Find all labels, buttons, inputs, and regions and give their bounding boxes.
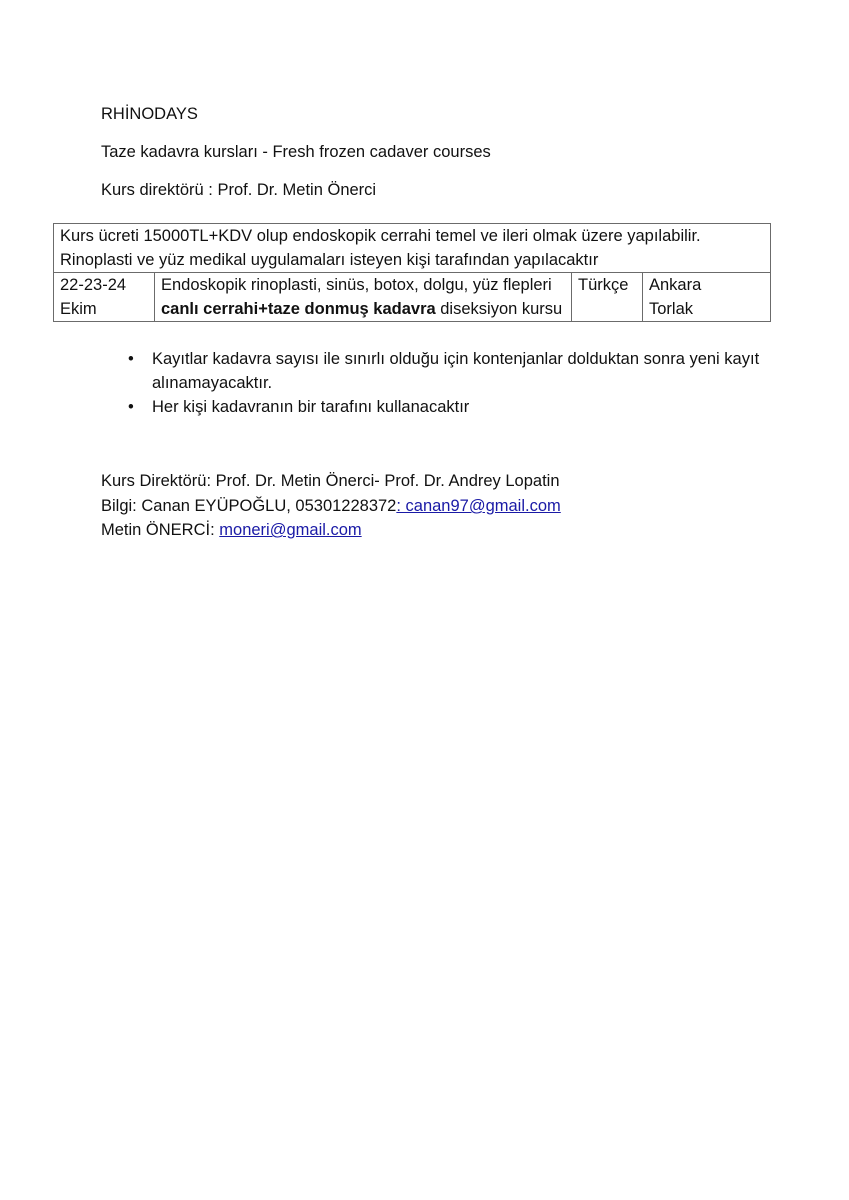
location-city: Ankara [649, 276, 702, 294]
list-item [128, 347, 802, 395]
course-director-line: Kurs direktörü : Prof. Dr. Metin Önerci [101, 181, 377, 199]
info-line [101, 494, 561, 518]
document-subtitle: Taze kadavra kursları - Fresh frozen cadaver courses [101, 143, 491, 161]
course-table [53, 223, 771, 322]
bullet-icon: • [128, 350, 134, 368]
directors-line: Kurs Direktörü: Prof. Dr. Metin Önerci- Prof. Dr. Andrey Lopatin [101, 472, 560, 490]
description-end: diseksiyon kursu [435, 300, 563, 318]
note-text: Kayıtlar kadavra sayısı ile sınırlı olduğu için kontenjanlar dolduktan sonra yeni kayıt alınamayacaktır. [152, 350, 760, 392]
description-bold: canlı cerrahi+taze donmuş kadavra [161, 300, 436, 318]
document-title: RHİNODAYS [101, 105, 198, 123]
note-text: Her kişi kadavranın bir tarafını kullanacaktır [152, 398, 470, 416]
description-cell [155, 273, 572, 322]
date-cell [54, 273, 155, 322]
metin-line [101, 518, 362, 542]
canan-email-link[interactable]: : canan97@gmail.com [396, 497, 561, 515]
bullet-icon: • [128, 398, 134, 416]
fee-cell: Kurs ücreti 15000TL+KDV olup endoskopik cerrahi temel ve ileri olmak üzere yapılabilir. Rinoplasti ve yüz medikal uygulamaları isteyen kişi tarafından yapılacaktır [54, 224, 771, 273]
location-cell [643, 273, 771, 322]
info-contact: Bilgi: Canan EYÜPOĞLU, 05301228372 [101, 497, 397, 515]
language-cell: Türkçe [572, 273, 643, 322]
course-row [54, 273, 771, 322]
notes-list [101, 347, 802, 419]
description-text: Endoskopik rinoplasti, sinüs, botox, dolgu, yüz flepleri [161, 276, 552, 294]
location-district: Torlak [649, 300, 694, 318]
metin-label: Metin ÖNERCİ: [101, 521, 220, 539]
list-item [128, 395, 802, 419]
date-days: 22-23-24 [60, 276, 127, 294]
date-month: Ekim [60, 300, 97, 318]
metin-email-link[interactable]: moneri@gmail.com [219, 521, 362, 539]
fee-row [54, 224, 771, 273]
